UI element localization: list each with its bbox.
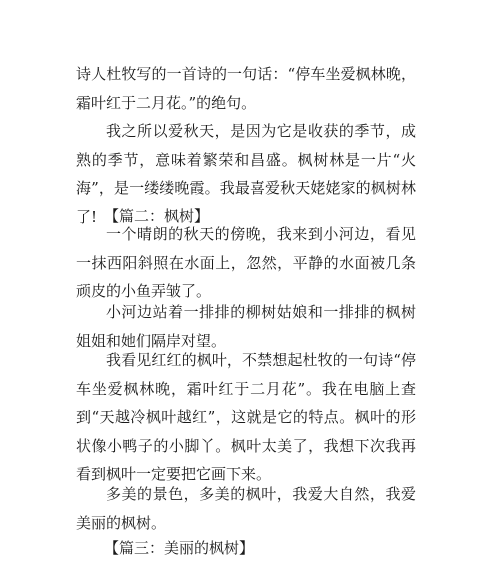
paragraph-red-leaves: 我看见红红的枫叶，不禁想起杜牧的一句诗“停车坐爱枫林晚，霜叶红于二月花”。我在电脑上查到“天越冷枫叶越红”，这就是它的特点。枫叶的形状像小鸭子的小脚丫。枫叶太美了，我想下次我再看到枫叶一定要把它画下来。: [76, 351, 416, 483]
section-heading-2: 【篇二：枫树】: [104, 207, 210, 225]
paragraph-poem-quote: 诗人杜牧写的一首诗的一句话：“停车坐爱枫林晚，霜叶红于二月花。”的绝句。: [76, 65, 416, 112]
section-heading-3: 【篇三：美丽的枫树】: [104, 539, 255, 557]
paragraph-willows-maples: 小河边站着一排排的柳树姑娘和一排排的枫树姐姐和她们隔岸对望。: [76, 303, 416, 350]
paragraph-love-autumn: 我之所以爱秋天，是因为它是收获的季节，成熟的季节，意味着繁荣和昌盛。枫树林是一片“火海”，是一缕缕晚霞。我最喜爱秋天姥姥家的枫树林了!: [76, 122, 416, 226]
paragraph-evening-river: 一个晴朗的秋天的傍晚，我来到小河边，看见一抹西阳斜照在水面上，忽然，平静的水面被几条顽皮的小鱼弄皱了。: [76, 225, 416, 300]
paragraph-beautiful-scenery: 多美的景色，多美的枫叶，我爱大自然，我爱美丽的枫树。: [76, 485, 416, 532]
